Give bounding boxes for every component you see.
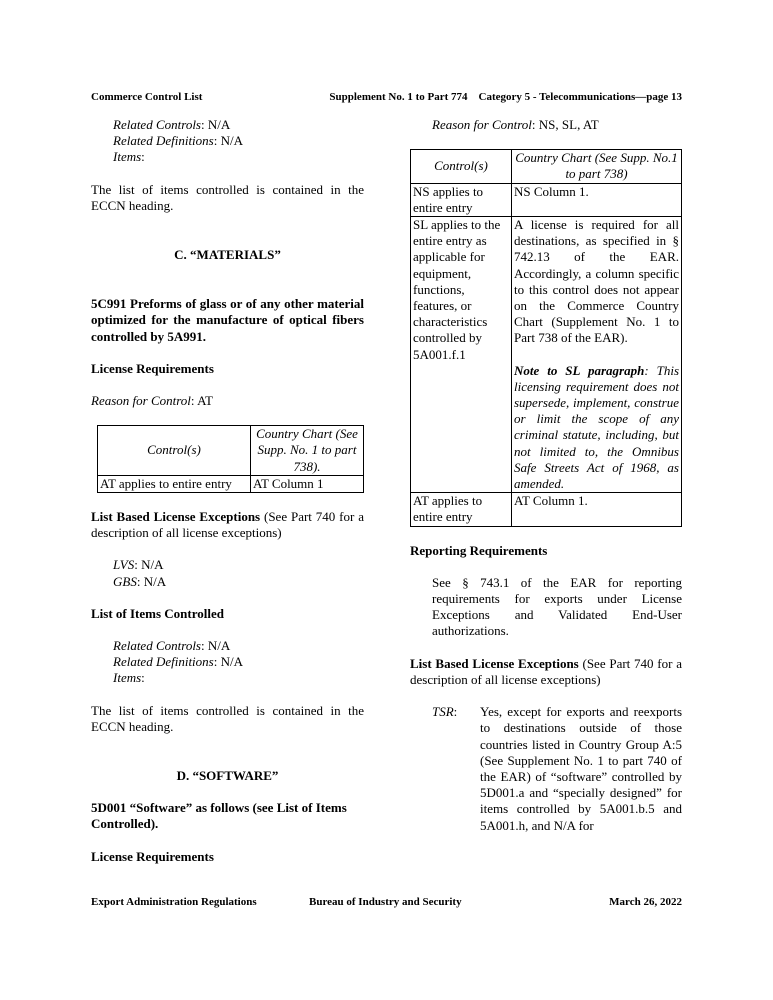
control-table-5c991 xyxy=(97,425,364,493)
table-cell-chart: AT Column 1. xyxy=(512,493,682,526)
table-cell-control: SL applies to the entire entry as applicable for equipment, functions, features, or characteristics controlled by 5A001.f.1 xyxy=(411,217,512,493)
license-requirements-heading: License Requirements xyxy=(91,360,214,376)
table-header-country-chart: Country Chart (See Supp. No.1 to part 738) xyxy=(512,150,682,183)
footer-left: Export Administration Regulations xyxy=(91,896,257,908)
license-exceptions-paragraph xyxy=(410,656,682,688)
license-exceptions-paragraph xyxy=(91,509,364,541)
footer-right: March 26, 2022 xyxy=(609,896,682,908)
header-left: Commerce Control List xyxy=(91,91,203,103)
sl-note xyxy=(514,363,679,493)
table-cell-control: NS applies to entire entry xyxy=(411,183,512,216)
related-definitions-value: : N/A xyxy=(213,654,243,670)
list-items-text: The list of items controlled is contained in the ECCN heading. xyxy=(91,702,364,734)
list-of-items-heading: List of Items Controlled xyxy=(91,605,225,621)
gbs-value: : N/A xyxy=(136,573,167,589)
list-items-text: The list of items controlled is contained in the ECCN heading. xyxy=(91,181,364,213)
table-row xyxy=(98,475,364,492)
tsr-entry xyxy=(410,704,682,834)
tsr-label: TSR xyxy=(432,704,454,720)
license-exceptions-text: (See Part 740 for a description of all license exceptions) xyxy=(91,509,364,541)
table-cell-control: AT applies to entire entry xyxy=(98,475,251,492)
control-table-5a001 xyxy=(410,149,682,526)
table-cell-chart xyxy=(512,217,682,493)
tsr-colon: : xyxy=(453,704,458,720)
section-d-heading: D. “SOFTWARE” xyxy=(176,768,279,784)
sl-note-text: : This licensing requirement does not supersede, implement, construe or limit the scope of any criminal statute, including, but not limited to, the Omnibus Safe Streets Act of 1968, as amended. xyxy=(514,362,680,492)
page-footer xyxy=(91,896,682,910)
right-column xyxy=(410,117,682,834)
header-right: Supplement No. 1 to Part 774 Category 5 - Telecommunications—page 13 xyxy=(329,91,682,103)
reason-for-control-value: : AT xyxy=(190,393,213,409)
table-header-controls: Control(s) xyxy=(98,426,251,476)
reason-for-control-label: Reason for Control xyxy=(432,117,532,132)
lvs-label: LVS xyxy=(113,557,135,573)
eccn-5d001-heading: 5D001 “Software” as follows (see List of Items Controlled). xyxy=(91,800,347,832)
eccn-5c991-heading: 5C991 Preforms of glass or of any other material optimized for the manufacture of optical fibers controlled by 5A991. xyxy=(91,296,364,344)
license-exceptions-heading: List Based License Exceptions xyxy=(91,509,261,525)
reason-for-control-value: : NS, SL, AT xyxy=(531,117,599,132)
items-label: Items xyxy=(113,670,142,686)
table-cell-control: AT applies to entire entry xyxy=(411,493,512,526)
related-controls-value: : N/A xyxy=(201,117,231,132)
reason-for-control-label: Reason for Control xyxy=(91,393,191,409)
table-row xyxy=(411,493,682,526)
table-row xyxy=(411,217,682,493)
tsr-text: Yes, except for exports and reexports to destinations outside of those countries listed in Country Group A:5 (See Supplement No. 1 to part 740 of the EAR) of “software” controlled by 5D001.a and “specially designed” for items controlled by 5A001.b.5 and 5A001.h, and N/A for xyxy=(480,704,682,833)
reporting-requirements-text: See § 743.1 of the EAR for reporting requirements for exports under License Exceptions and Validated End-User authorizations. xyxy=(432,574,682,639)
footer-center: Bureau of Industry and Security xyxy=(309,896,462,908)
table-header-country-chart: Country Chart (See Supp. No. 1 to part 738). xyxy=(251,426,364,476)
page-header xyxy=(91,91,682,105)
items-label: Items xyxy=(113,149,142,165)
items-colon: : xyxy=(141,670,145,686)
table-cell-chart: AT Column 1 xyxy=(251,475,364,492)
related-definitions-label: Related Definitions xyxy=(113,133,214,149)
sl-note-heading: Note to SL paragraph xyxy=(514,362,645,378)
license-exceptions-text: (See Part 740 for a description of all license exceptions) xyxy=(410,655,682,687)
gbs-label: GBS xyxy=(113,573,137,589)
related-definitions-label: Related Definitions xyxy=(113,654,214,670)
table-row xyxy=(411,183,682,216)
section-c-heading: C. “MATERIALS” xyxy=(174,247,281,263)
license-exceptions-heading: List Based License Exceptions xyxy=(410,655,579,671)
items-colon: : xyxy=(141,149,145,165)
related-controls-label: Related Controls xyxy=(113,638,201,654)
sl-license-text: A license is required for all destinations, as specified in § 742.13 of the EAR. Accordingly, a column specific to this control does not appear on the Commerce Country Chart (Supplement No. 1 to Part 738 of the EAR). xyxy=(514,217,679,346)
lvs-value: : N/A xyxy=(134,557,164,573)
table-cell-chart: NS Column 1. xyxy=(512,183,682,216)
license-requirements-heading-2: License Requirements xyxy=(91,848,214,864)
related-controls-label: Related Controls xyxy=(113,117,201,132)
table-header-controls: Control(s) xyxy=(411,150,512,183)
related-controls-value: : N/A xyxy=(201,638,231,654)
reporting-requirements-heading: Reporting Requirements xyxy=(410,542,548,558)
related-definitions-value: : N/A xyxy=(213,133,243,149)
left-column xyxy=(91,117,364,865)
